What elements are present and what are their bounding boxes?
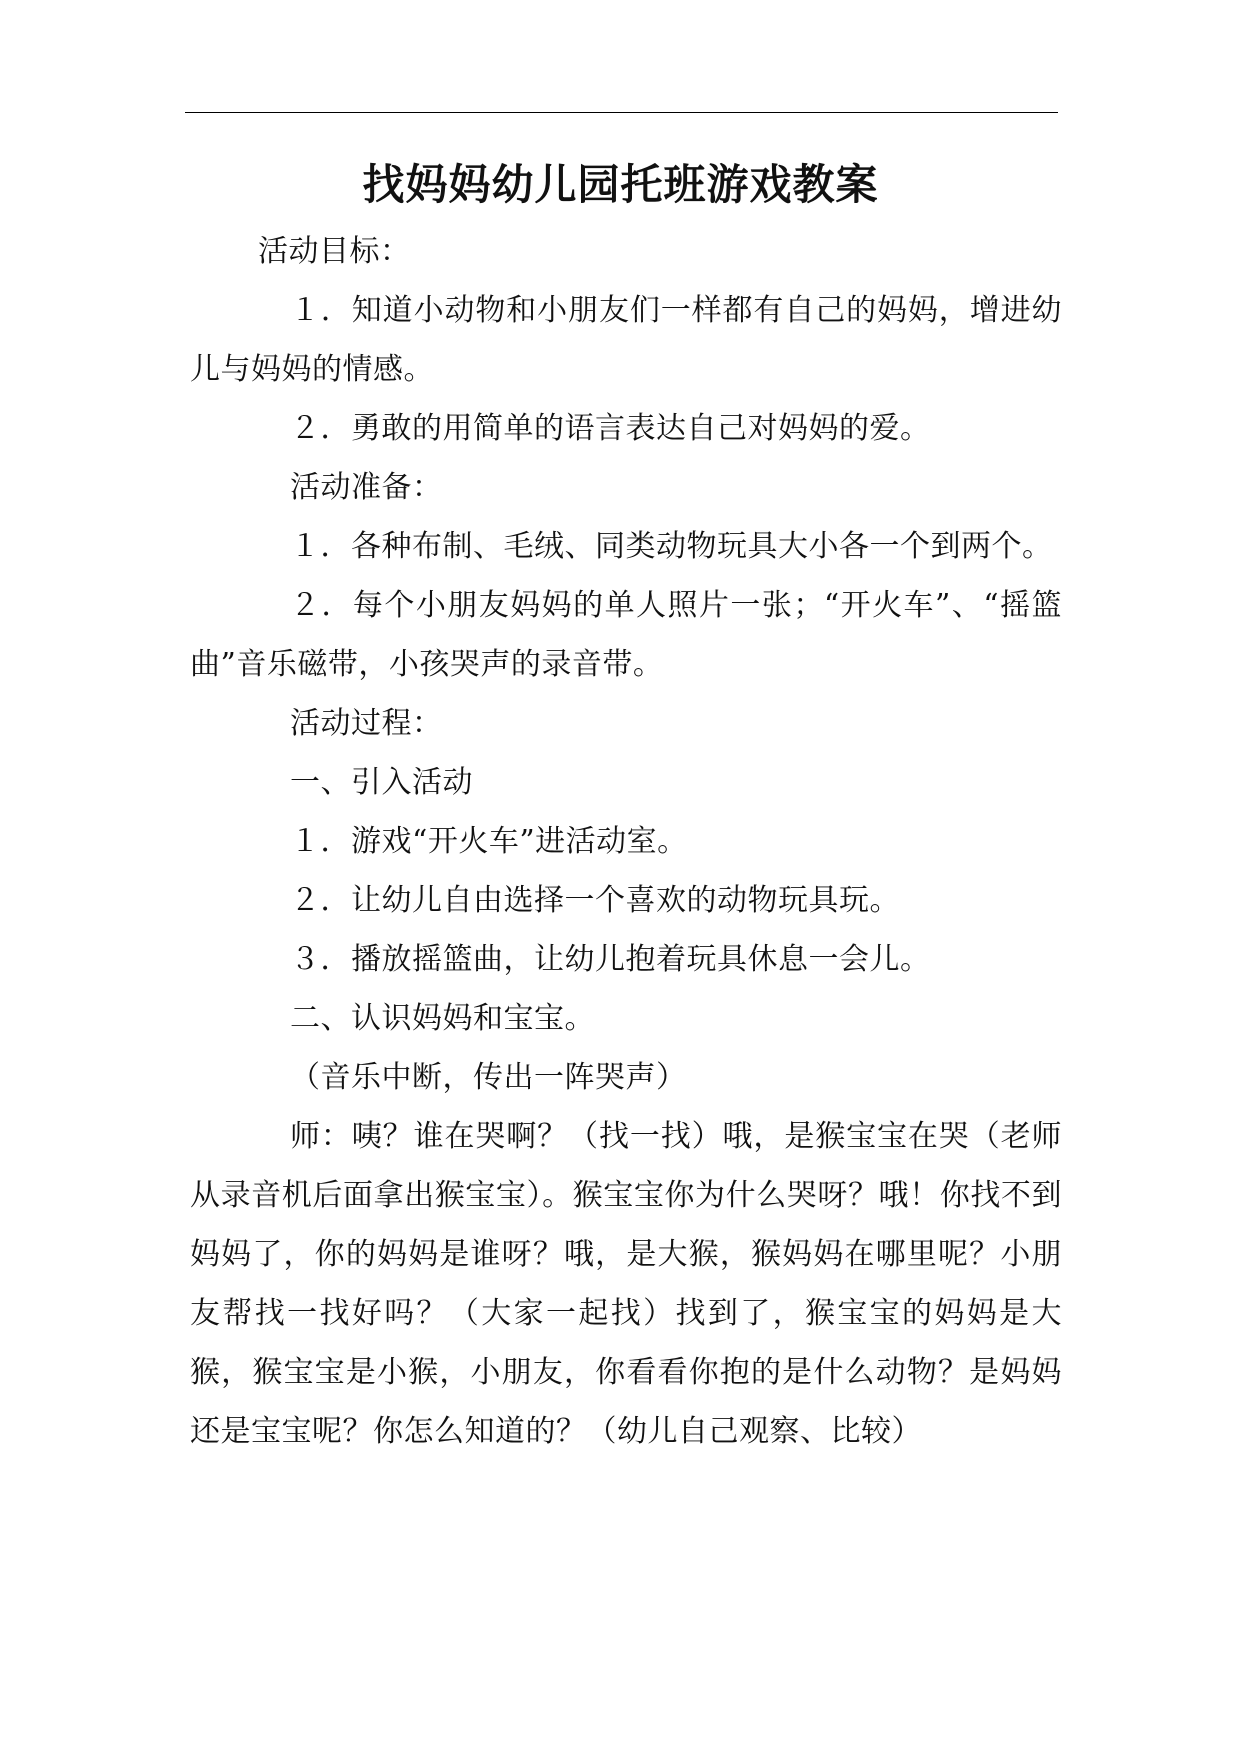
document-body [190, 222, 1062, 1461]
stage-direction: （音乐中断，传出一阵哭声） [290, 1060, 687, 1095]
goal-item-2: ２．勇敢的用简单的语言表达自己对妈妈的爱。 [290, 411, 931, 446]
section-heading-process: 活动过程： [290, 706, 443, 741]
preparation-item-2: ２．每个小朋友妈妈的单人照片一张；“开火车”、“摇篮曲”音乐磁带，小孩哭声的录音带。 [190, 588, 1062, 682]
goal-item-1: １．知道小动物和小朋友们一样都有自己的妈妈，增进幼儿与妈妈的情感。 [190, 293, 1062, 387]
document-title: 找妈妈幼儿园托班游戏教案 [362, 160, 879, 209]
header-rule [185, 112, 1058, 113]
process-part-1-heading: 一、引入活动 [290, 765, 473, 800]
process-part-2-heading: 二、认识妈妈和宝宝。 [290, 1001, 595, 1036]
section-heading-preparation: 活动准备： [290, 470, 443, 505]
section-heading-goals: 活动目标： [258, 234, 411, 269]
process-step-3: ３．播放摇篮曲，让幼儿抱着玩具休息一会儿。 [290, 942, 931, 977]
teacher-dialogue: 师：咦？谁在哭啊？（找一找）哦，是猴宝宝在哭（老师从录音机后面拿出猴宝宝）。猴宝宝你为什么哭呀？哦！你找不到妈妈了，你的妈妈是谁呀？哦，是大猴，猴妈妈在哪里呢？小朋友帮找一找好吗？（大家一起找）找到了，猴宝宝的妈妈是大猴，猴宝宝是小猴，小朋友，你看看你抱的是什么动物？是妈妈还是宝宝呢？你怎么知道的？（幼儿自己观察、比较） [190, 1119, 1062, 1449]
preparation-item-1: １．各种布制、毛绒、同类动物玩具大小各一个到两个。 [290, 529, 1053, 564]
process-step-2: ２．让幼儿自由选择一个喜欢的动物玩具玩。 [290, 883, 900, 918]
process-step-1: １．游戏“开火车”进活动室。 [290, 824, 688, 859]
